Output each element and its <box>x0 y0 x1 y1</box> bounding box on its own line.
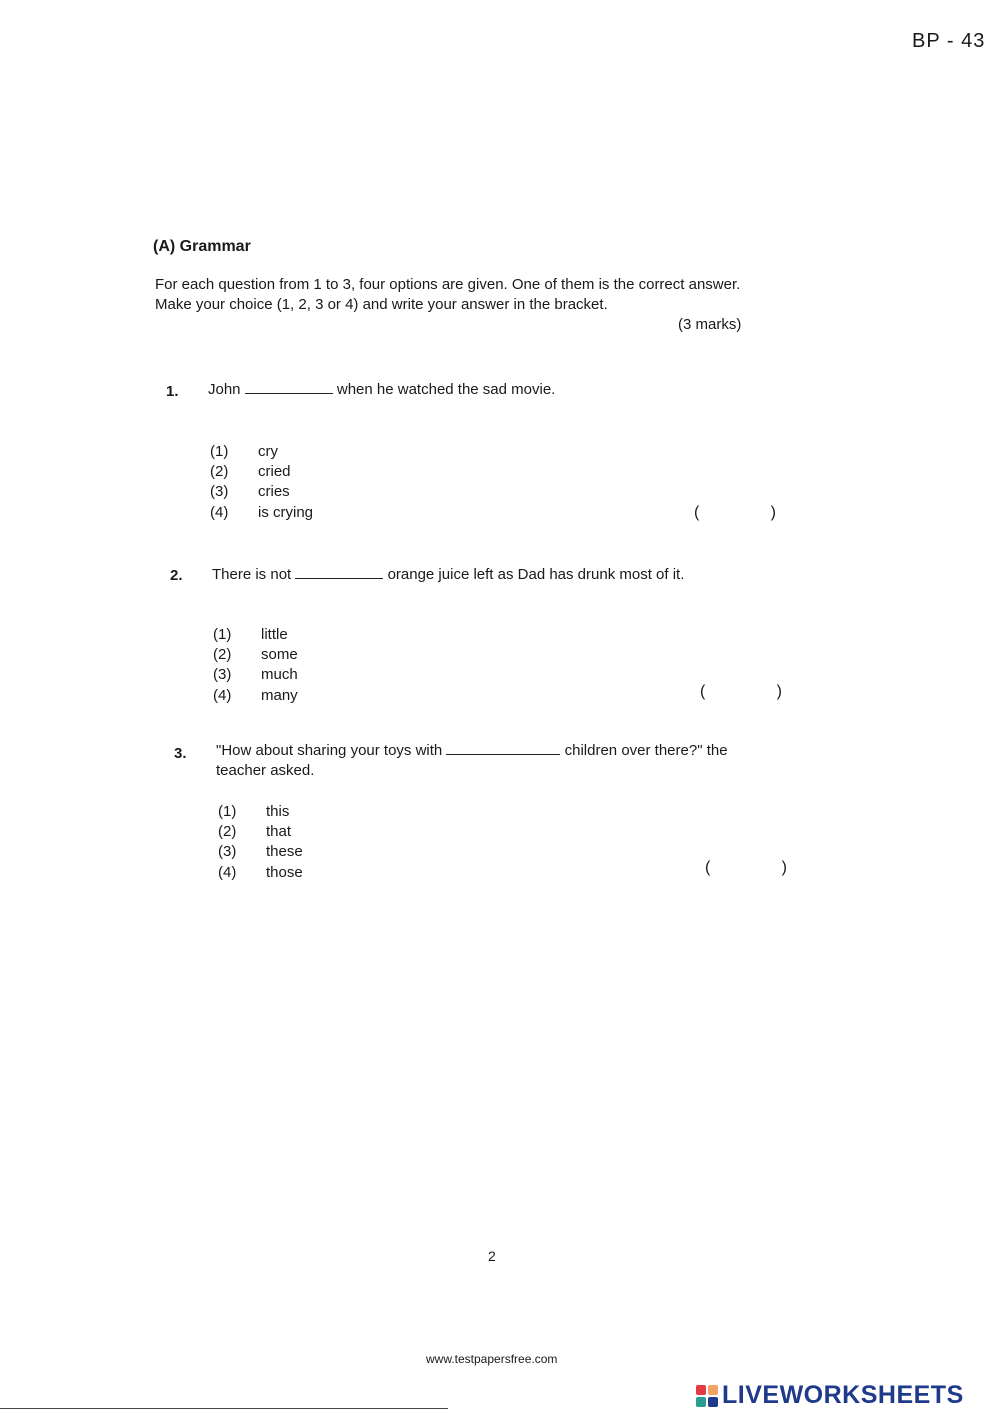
question-text-after: children over there?" the teacher asked. <box>216 742 728 779</box>
liveworksheets-logo[interactable] <box>696 1381 964 1410</box>
option-number: (2) <box>210 462 229 480</box>
option-number: (3) <box>210 483 229 501</box>
option <box>210 482 313 502</box>
answer-bracket[interactable] <box>705 859 787 877</box>
logo-square <box>696 1385 706 1395</box>
options-list <box>218 801 303 882</box>
page-number: 2 <box>488 1248 496 1264</box>
instructions: For each question from 1 to 3, four options are given. One of them is the correct answer. Make your choice (1, 2, 3 or 4) and write your answer in the bracket. <box>155 276 741 313</box>
bracket-open: ( <box>705 859 711 876</box>
bracket-close: ) <box>776 683 782 700</box>
option-number: (4) <box>218 863 237 881</box>
liveworksheets-logo-text: LIVEWORKSHEETS <box>722 1381 964 1409</box>
option <box>213 665 298 685</box>
option-text: that <box>266 822 292 840</box>
page-code: BP - 43 <box>912 30 986 52</box>
bracket-open: ( <box>700 683 706 700</box>
question-number: 1. <box>166 383 179 400</box>
option-number: (1) <box>213 625 232 643</box>
option-number: (4) <box>210 503 229 521</box>
option-text: much <box>261 666 298 684</box>
option-text: those <box>266 863 303 881</box>
question-text-after: orange juice left as Dad has drunk most of it. <box>387 566 685 583</box>
question-text <box>212 565 772 585</box>
option <box>210 441 313 461</box>
bracket-open: ( <box>694 504 700 521</box>
question-number: 2. <box>170 567 183 584</box>
answer-bracket[interactable] <box>694 504 776 522</box>
option-text: many <box>261 686 298 704</box>
option <box>218 842 303 862</box>
option-text: these <box>266 843 303 861</box>
option <box>213 624 298 644</box>
option-text: little <box>261 625 288 643</box>
option-text: is crying <box>258 503 314 521</box>
option-number: (3) <box>213 666 232 684</box>
bracket-close: ) <box>770 504 776 521</box>
option <box>213 685 298 705</box>
question-text-before: John <box>208 381 241 398</box>
question-text <box>216 741 776 781</box>
source-url[interactable]: www.testpapersfree.com <box>426 1352 558 1366</box>
section-title: (A) Grammar <box>153 238 251 255</box>
option <box>210 502 313 522</box>
answer-blank <box>245 393 333 394</box>
marks: (3 marks) <box>678 316 742 333</box>
option <box>213 644 298 664</box>
answer-blank <box>295 578 383 579</box>
bracket-close: ) <box>781 859 787 876</box>
option-number: (1) <box>218 802 237 820</box>
option-text: cry <box>258 442 278 460</box>
option-number: (2) <box>218 822 237 840</box>
option-text: cries <box>258 483 290 501</box>
option-number: (4) <box>213 686 232 704</box>
option <box>210 461 313 481</box>
logo-square <box>708 1397 718 1407</box>
answer-blank <box>446 754 560 755</box>
option-number: (3) <box>218 843 237 861</box>
option <box>218 821 303 841</box>
option-number: (1) <box>210 442 229 460</box>
question-text-before: "How about sharing your toys with <box>216 742 443 759</box>
option-text: this <box>266 802 290 820</box>
option <box>218 862 303 882</box>
option-text: some <box>261 645 298 663</box>
question-text <box>208 380 768 400</box>
options-list <box>213 624 298 705</box>
option <box>218 801 303 821</box>
bottom-divider <box>0 1408 448 1409</box>
options-list <box>210 441 313 522</box>
logo-square <box>696 1397 706 1407</box>
question-text-before: There is not <box>212 566 292 583</box>
answer-bracket[interactable] <box>700 683 782 701</box>
liveworksheets-logo-icon <box>696 1385 718 1407</box>
logo-square <box>708 1385 718 1395</box>
question-number: 3. <box>174 745 187 762</box>
question-text-after: when he watched the sad movie. <box>336 381 556 398</box>
option-text: cried <box>258 462 291 480</box>
option-number: (2) <box>213 645 232 663</box>
